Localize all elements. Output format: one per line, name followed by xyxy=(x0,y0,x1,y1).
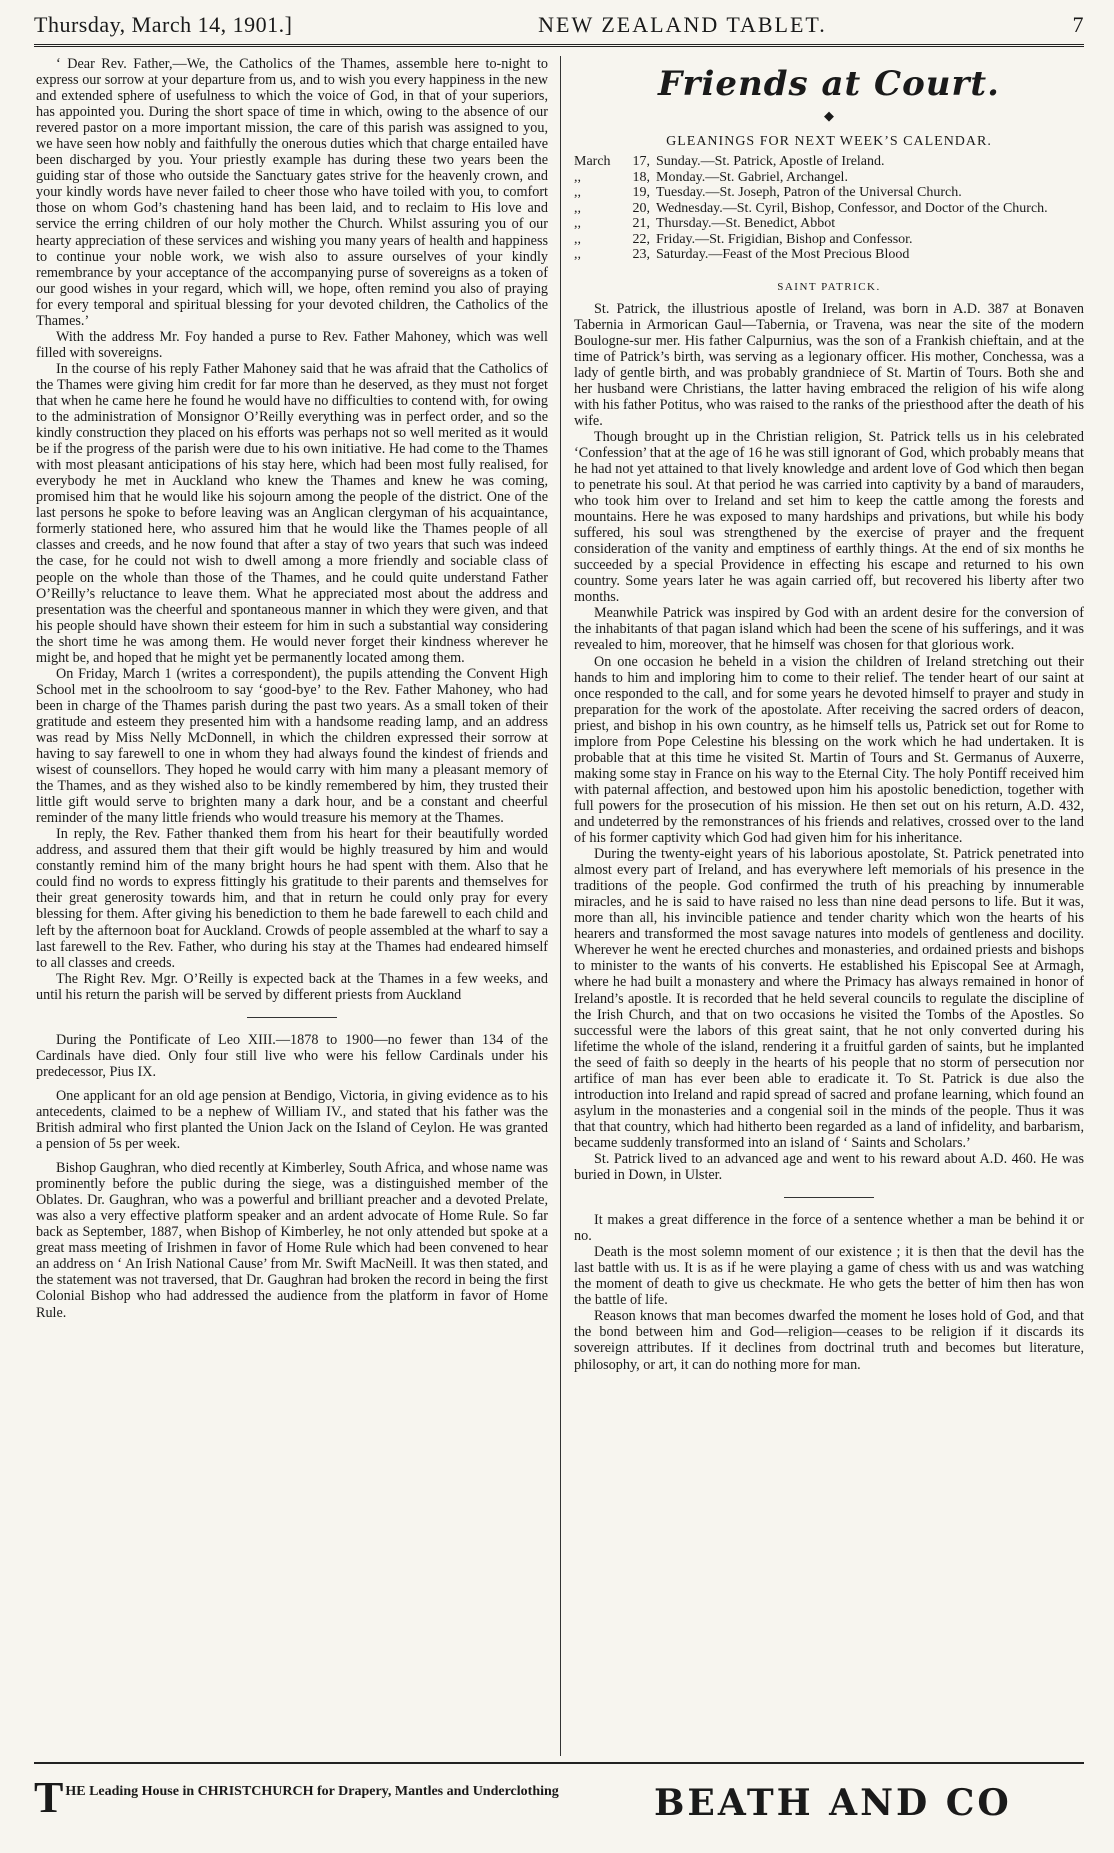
pension-paragraph: One applicant for an old age pension at Bendigo, Victoria, in giving evidence as to his antecedents, claimed to be a nephew of William IV., and stated that his father was the British admiral who first planted the Union Jack on the Island of Ceylon. He was granted a pension of 5s per week. xyxy=(36,1087,548,1153)
patrick-death-paragraph: St. Patrick lived to an advanced age and went to his reward about A.D. 460. He was buried in Down, in Ulster. xyxy=(574,1150,1084,1184)
footer-advertisement xyxy=(34,1762,1084,1834)
drapery-advertisement xyxy=(34,1773,594,1822)
father-reply-paragraph: In reply, the Rev. Father thanked them from his heart for their beautifully worded address, and assured them that their gift would be highly treasured by him and would constantly remind him of the many bright hours he had spent with them. Also that he could find no words to express fittingly his gratitude to their parents and themselves for their great generosity towards him, and that in return he could only pray for every blessing for them. After giving his benediction to them he bade farewell to each child and left by the afternoon boat for Auckland. Crowds of people assembled at the wharf to say a last farewell to the Rev. Father, who during his stay at the Thames had endeared himself to all classes and creeds. xyxy=(36,826,548,971)
calendar-heading: GLEANINGS FOR NEXT WEEK’S CALENDAR. xyxy=(666,134,992,149)
calendar-cell: 20, xyxy=(632,200,650,216)
sentence-force-paragraph: It makes a great difference in the force of a sentence whether a man be behind it or no. xyxy=(574,1212,1084,1245)
patrick-birth-paragraph: St. Patrick, the illustrious apostle of Ireland, was born in A.D. 387 at Bonaven Tabernia in Armorican Gaul—Tabernia, or Travena, was near the site of the modern Boulogne-sur mer. His father Calpurnius, was the son of a Frankish chieftain, and at the time of Patrick’s birth, was serving as a legionary officer. His mother, Conchessa, was a lady of gentle birth, and was probably grandniece of St. Martin of Tours. Both she and her husband were Christians, the latter having embraced the religion of his wife along with his father Potitus, who was raised to the ranks of the priesthood after the death of his wife. xyxy=(574,300,1084,429)
calendar-cell: ,, xyxy=(574,231,581,247)
left-column xyxy=(36,56,548,1756)
reason-paragraph: Reason knows that man becomes dwarfed the moment he loses hold of God, and that the bond between him and God—religion—ceases to be religion if it discards its sovereign attributes. If it declines from doctrinal truth and becomes but literature, philosophy, or art, it can do nothing more for man. xyxy=(574,1308,1084,1373)
section-rule xyxy=(247,1017,337,1018)
thames-address-paragraph: ‘ Dear Rev. Father,—We, the Catholics of the Thames, assemble here to-night to express our sorrow at your departure from us, and to wish you every happiness in the new and extended sphere of usefulness to which the voice of God, in that of your superiors, has appointed you. During the short space of time in which, owing to the absence of our revered pastor on a more important mission, the care of this parish was assigned to you, we have seen how nobly and faithfully the onerous duties which that charge entailed have been discharged by you. Your priestly example has during these two years been the guiding star of those who outside the Sanctuary gates strive for the heavenly crown, and your kindly words have never failed to cheer those who have toiled with you, to comfort those on whom God’s chastening hand has been laid, and to reclaim to His love and service the erring children of our holy mother the Church. Whilst assuring you of our hearty appreciation of these services and wishing you many years of health and happiness to continue your noble work, we wish also to assure ourselves of your kindly remembrance by your acceptance of the accompanying purse of sovereigns as a token of our good wishes in your regard, which will, we hope, often remind you also of praying for every temporal and spiritual blessing for your devoted children, the Catholics of the Thames.’ xyxy=(36,56,548,329)
column-divider xyxy=(560,56,561,1756)
calendar-cell: Thursday.—St. Benedict, Abbot xyxy=(656,216,836,231)
masthead xyxy=(34,8,1084,38)
right-column xyxy=(574,56,1084,1756)
calendar-cell: Sunday.—St. Patrick, Apostle of Ireland. xyxy=(656,154,885,169)
page-number: 7 xyxy=(1072,12,1084,37)
patrick-vision-paragraph: On one occasion he beheld in a vision the children of Ireland stretching out their hands to him and imploring him to come to their relief. The tender heart of our saint at once responded to the call, and for some years he devoted himself to prayer and study in preparation for the work of the apostolate. After receiving the sacred orders of deacon, priest, and bishop in his own country, as he himself tells us, Patrick set out for Rome to implore from Pope Celestine his blessing on the work which he had undertaken. It is probable that at this time he visited St. Martin of Tours and St. Germanus of Auxerre, making some stay in France on his way to the Eternal City. The holy Pontiff received him with paternal affection, and bestowed upon him his apostolic benediction, together with full powers for the prosecution of his mission. He then set out on his return, A.D. 432, and undeterred by the remonstrances of his friends and relatives, crossed over to the land of his former captivity which God had given him for his inheritance. xyxy=(574,653,1084,847)
calendar-row xyxy=(574,201,1048,217)
calendar-cell: 17, xyxy=(632,154,650,169)
calendar-cell: 18, xyxy=(632,169,650,185)
calendar-row xyxy=(574,185,1048,201)
calendar-cell: ,, xyxy=(574,247,581,262)
calendar-cell: ,, xyxy=(574,169,581,185)
publication-title: NEW ZEALAND TABLET. xyxy=(538,12,827,37)
calendar-cell: Friday.—St. Frigidian, Bishop and Confessor. xyxy=(656,231,913,247)
calendar-cell: ,, xyxy=(574,185,581,200)
calendar-row xyxy=(574,216,1048,232)
calendar-cell: 23, xyxy=(632,247,650,262)
saint-patrick-heading: SAINT PATRICK. xyxy=(777,280,881,293)
patrick-apostolate-paragraph: During the twenty-eight years of his laborious apostolate, St. Patrick penetrated into almost every part of Ireland, and has everywhere left memorials of his presence in the traditions of the people. God confirmed the truth of his preaching by innumerable miracles, and he is said to have raised no less than nine dead persons to life. But it was, more than all, his invincible patience and tender charity which won the hearts of his hearers and transformed the most savage natures into models of gentleness and docility. Wherever he went he erected churches and monasteries, and ordained priests and bishops to minister to the wants of his converts. He established his Episcopal See at Armagh, where he had built a monastery and where the Primacy has always remained in honor of Ireland’s apostle. It is recorded that he held several councils to regulate the discipline of the Irish Church, and that on two occasions he visited the Tombs of the Apostles. So successful were the labors of this great saint, that he not only converted during his lifetime the whole of the island, rendering it a fruitful garden of saints, but he implanted the seed of faith so deeply in the hearts of his people that no storm of persecution nor artifice of man has ever been able to eradicate it. To St. Patrick is due also the introduction into Ireland and rapid spread of sacred and profane learning, which found an asylum in the monasteries and a congenial soil in the minds of the people. Thus it was that that country, which had hitherto been regarded as a land of infidelity, and barbarism, became suddenly transformed into an island of ‘ Saints and Scholars.’ xyxy=(574,846,1084,1151)
calendar-cell: Saturday.—Feast of the Most Precious Blood xyxy=(656,247,910,262)
ad-text: HE Leading House in CHRISTCHURCH for Drapery, Mantles and Underclothing xyxy=(65,1784,559,1799)
calendar-cell: ,, xyxy=(574,216,581,231)
calendar-cell: March xyxy=(574,154,611,169)
friends-at-court-heading: Friends at Court. xyxy=(658,64,1000,104)
death-moment-paragraph: Death is the most solemn moment of our existence ; it is then that the devil has the last battle with us. It is as if he were playing a game of chess with us and was watching the moment of death to give us checkmate. He who gets the better of him then has won the battle of life. xyxy=(574,1244,1084,1309)
mahoney-reply-paragraph: In the course of his reply Father Mahoney said that he was afraid that the Catholics of the Thames were giving him credit for far more than he deserved, as they must not forget that when he came here he found he would have no difficulties to contend with, for owing to the administration of Monsignor O’Reilly everything was in perfect order, and so the kindly construction they placed on his efforts was perhaps not so well merited as it would be if the progress of the parish were due to his own initiative. He had come to the Thames with most pleasant anticipations of his stay here, which had been most fully realised, for everybody he met in Auckland who knew the Thames and knew he was coming, promised him that he would like his sojourn among the people of the district. One of the last persons he spoke to before leaving was an Anglican clergyman of his acquaintance, formerly stationed here, who assured him that he would like the Thames people of all classes and creeds, and he now found that after a stay of two years that such was indeed the case, for he could not wish to dwell among a more friendly and sociable class of people on the whole than those of the Thames, and he could quite understand Father O’Reilly’s reluctance to leave them. What he appreciated most about the address and presentation was the cheerful and spontaneous manner in which they were given, and that his people should have shown their esteem for him in such a substantial way considering the short time he was among them. He would never forget their kindness wherever he might be, and hoped that he might yet be permanently located among them. xyxy=(36,360,548,666)
beath-advertisement: BEATH AND CO xyxy=(654,1782,1012,1824)
masthead-rule xyxy=(34,44,1084,47)
calendar-cell: 21, xyxy=(632,216,650,231)
purse-paragraph: With the address Mr. Foy handed a purse to Rev. Father Mahoney, which was well filled with sovereigns. xyxy=(36,328,548,361)
calendar-cell: Monday.—St. Gabriel, Archangel. xyxy=(656,169,848,185)
calendar-cell: 22, xyxy=(632,231,650,247)
issue-date: Thursday, March 14, 1901.] xyxy=(34,12,293,37)
calendar-row xyxy=(574,170,1048,186)
patrick-inspiration-paragraph: Meanwhile Patrick was inspired by God with an ardent desire for the conversion of the inhabitants of that pagan island which had been the scene of his sufferings, and it was revealed to him, moreover, that he himself was chosen for that glorious work. xyxy=(574,605,1084,654)
calendar-row xyxy=(574,154,1048,170)
ad-dropcap: T xyxy=(34,1773,64,1822)
calendar-row xyxy=(574,247,1048,263)
convent-school-paragraph: On Friday, March 1 (writes a correspondent), the pupils attending the Convent High School met in the schoolroom to say ‘good-bye’ to the Rev. Father Mahoney, who had been in charge of the Thames parish during the past two years. As a small token of their gratitude and esteem they presented him with a handsome reading lamp, and an address was read by Miss Nelly McDonnell, in which the children expressed their sorrow at having to say farewell to one in whom they had always found the kindest of friends and wisest of counsellors. They hoped he would carry with him many a pleasant memory of the Thames, and as they wished also to be kindly remembered by him, they trusted their little gift would serve to brighten many a dark hour, and be a constant and cheerful reminder of the many little friends who would treasure his memory at the Thames. xyxy=(36,665,548,827)
bishop-gaughran-paragraph: Bishop Gaughran, who died recently at Kimberley, South Africa, and whose name was prominently before the public during the siege, was a distinguished member of the Oblates. Dr. Gaughran, who was a powerful and brilliant preacher and a devoted Prelate, was also a very effective platform speaker and an ardent advocate of Home Rule. So far back as September, 1887, when Bishop of Kimberley, he not only attended but spoke at a great mass meeting of Irishmen in favor of Home Rule which had been convened to hear an address on ‘ An Irish National Cause’ from Mr. Swift MacNeill. It was then stated, and the statement was not traversed, that Dr. Gaughran had broken the record in being the first Colonial Bishop who had addressed the audience from the platform in favor of Home Rule. xyxy=(36,1160,548,1321)
calendar-cell: ,, xyxy=(574,200,581,216)
patrick-captivity-paragraph: Though brought up in the Christian religion, St. Patrick tells us in his celebrated ‘Confession’ that at the age of 16 he was still ignorant of God, which probably means that he had not yet attained to that lively knowledge and ardent love of God which then began to penetrate his soul. At that period he was carried into captivity by a band of marauders, who took him over to Ireland and set him to keep the cattle among the forests and mountains. Here he was exposed to many hardships and privations, but while his body suffered, his soul was strengthened by the exercise of prayer and the frequent consideration of the vanity and emptiness of earthly things. At the end of six months he succeeded by a special Providence in effecting his escape and returned to his own country. Some years later he was again carried off, but recovered his liberty after two months. xyxy=(574,428,1084,606)
section-rule xyxy=(784,1197,874,1198)
calendar-cell: Tuesday.—St. Joseph, Patron of the Universal Church. xyxy=(656,185,962,200)
calendar-cell: Wednesday.—St. Cyril, Bishop, Confessor, and Doctor of the Church. xyxy=(656,200,1048,216)
calendar-row xyxy=(574,232,1048,248)
calendar-cell: 19, xyxy=(632,185,650,200)
saints-calendar xyxy=(574,154,1048,263)
cardinals-paragraph: During the Pontificate of Leo XIII.—1878 to 1900—no fewer than 134 of the Cardinals have died. Only four still live who were his fellow Cardinals under his predecessor, Pius IX. xyxy=(36,1031,548,1080)
ornament-icon: ◆ xyxy=(824,108,834,123)
oreilly-return-paragraph: The Right Rev. Mgr. O’Reilly is expected back at the Thames in a few weeks, and until his return the parish will be served by different priests from Auckland xyxy=(36,970,548,1003)
